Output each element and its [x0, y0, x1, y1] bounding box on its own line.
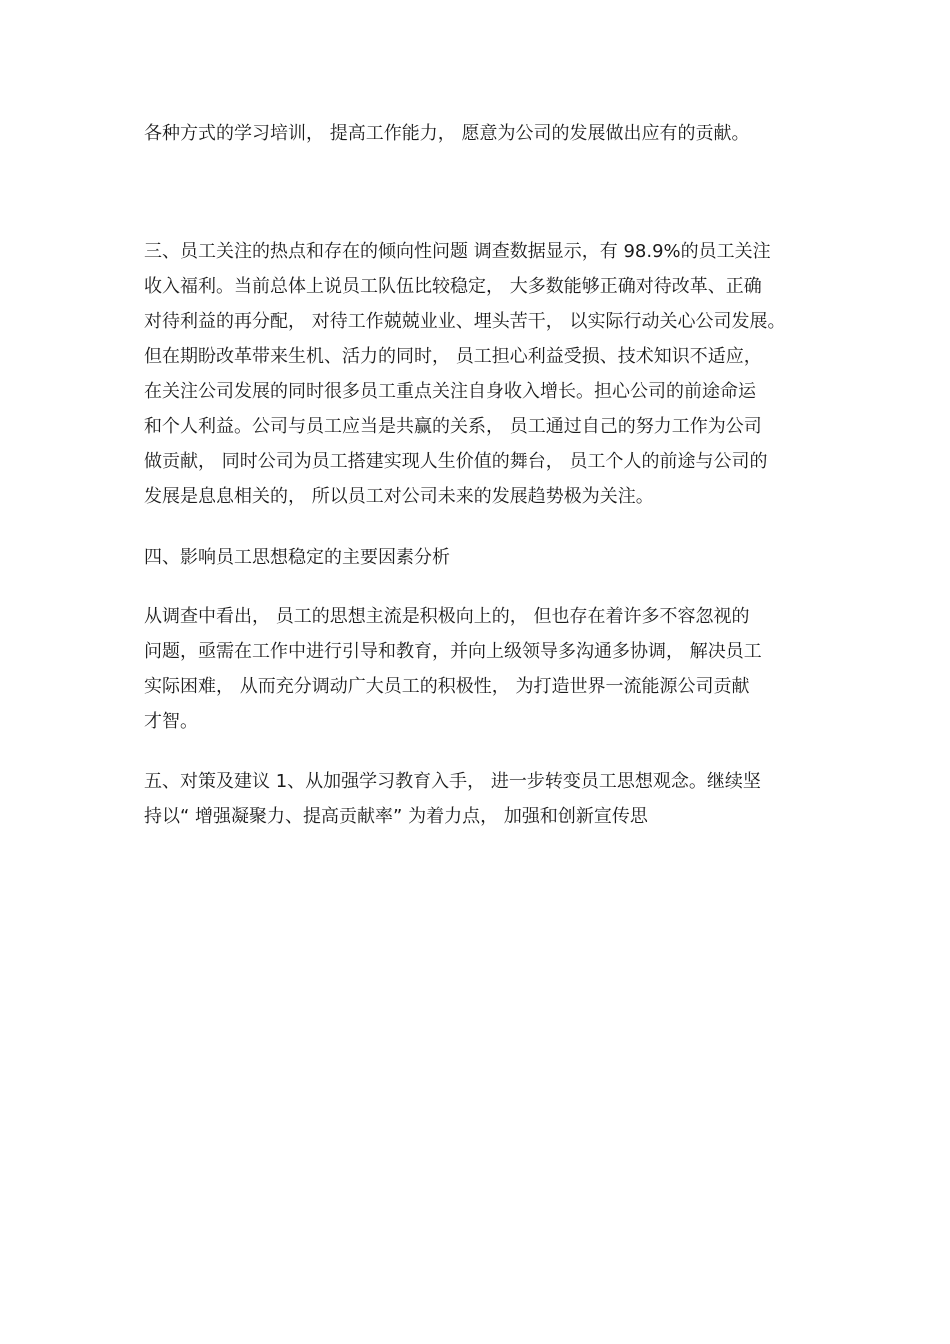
paragraph-line: 做贡献， 同时公司为员工搭建实现人生价值的舞台， 员工个人的前途与公司的 [144, 451, 768, 472]
paragraph-line: 问题，亟需在工作中进行引导和教育，并向上级领导多沟通多协调， 解决员工 [144, 641, 762, 662]
paragraph-line: 实际困难， 从而充分调动广大员工的积极性， 为打造世界一流能源公司贡献 [144, 676, 750, 697]
section-four-heading: 四、影响员工思想稳定的主要因素分析 [144, 547, 450, 568]
paragraph-line: 发展是息息相关的， 所以员工对公司未来的发展趋势极为关注。 [144, 486, 654, 507]
paragraph-line: 收入福利。当前总体上说员工队伍比较稳定， 大多数能够正确对待改革、正确 [144, 276, 762, 297]
paragraph-line: 但在期盼改革带来生机、活力的同时， 员工担心利益受损、技术知识不适应， [144, 346, 762, 367]
paragraph-line: 持以“ 增强凝聚力、提高贡献率” 为着力点， 加强和创新宣传思 [144, 806, 648, 827]
paragraph-line: 各种方式的学习培训， 提高工作能力， 愿意为公司的发展做出应有的贡献。 [144, 123, 750, 144]
paragraph-line: 在关注公司发展的同时很多员工重点关注自身收入增长。担心公司的前途命运 [144, 381, 756, 402]
paragraph-line: 和个人利益。公司与员工应当是共赢的关系， 员工通过自己的努力工作为公司 [144, 416, 762, 437]
section-five-line: 五、对策及建议 1、从加强学习教育入手， 进一步转变员工思想观念。继续坚 [144, 771, 761, 792]
paragraph-line: 对待利益的再分配， 对待工作兢兢业业、埋头苦干， 以实际行动关心公司发展。 [144, 311, 786, 332]
paragraph-line: 从调查中看出， 员工的思想主流是积极向上的， 但也存在着许多不容忽视的 [144, 606, 750, 627]
section-three-line: 三、员工关注的热点和存在的倾向性问题 调查数据显示，有 98.9%的员工关注 [144, 241, 771, 262]
paragraph-line: 才智。 [144, 711, 198, 732]
